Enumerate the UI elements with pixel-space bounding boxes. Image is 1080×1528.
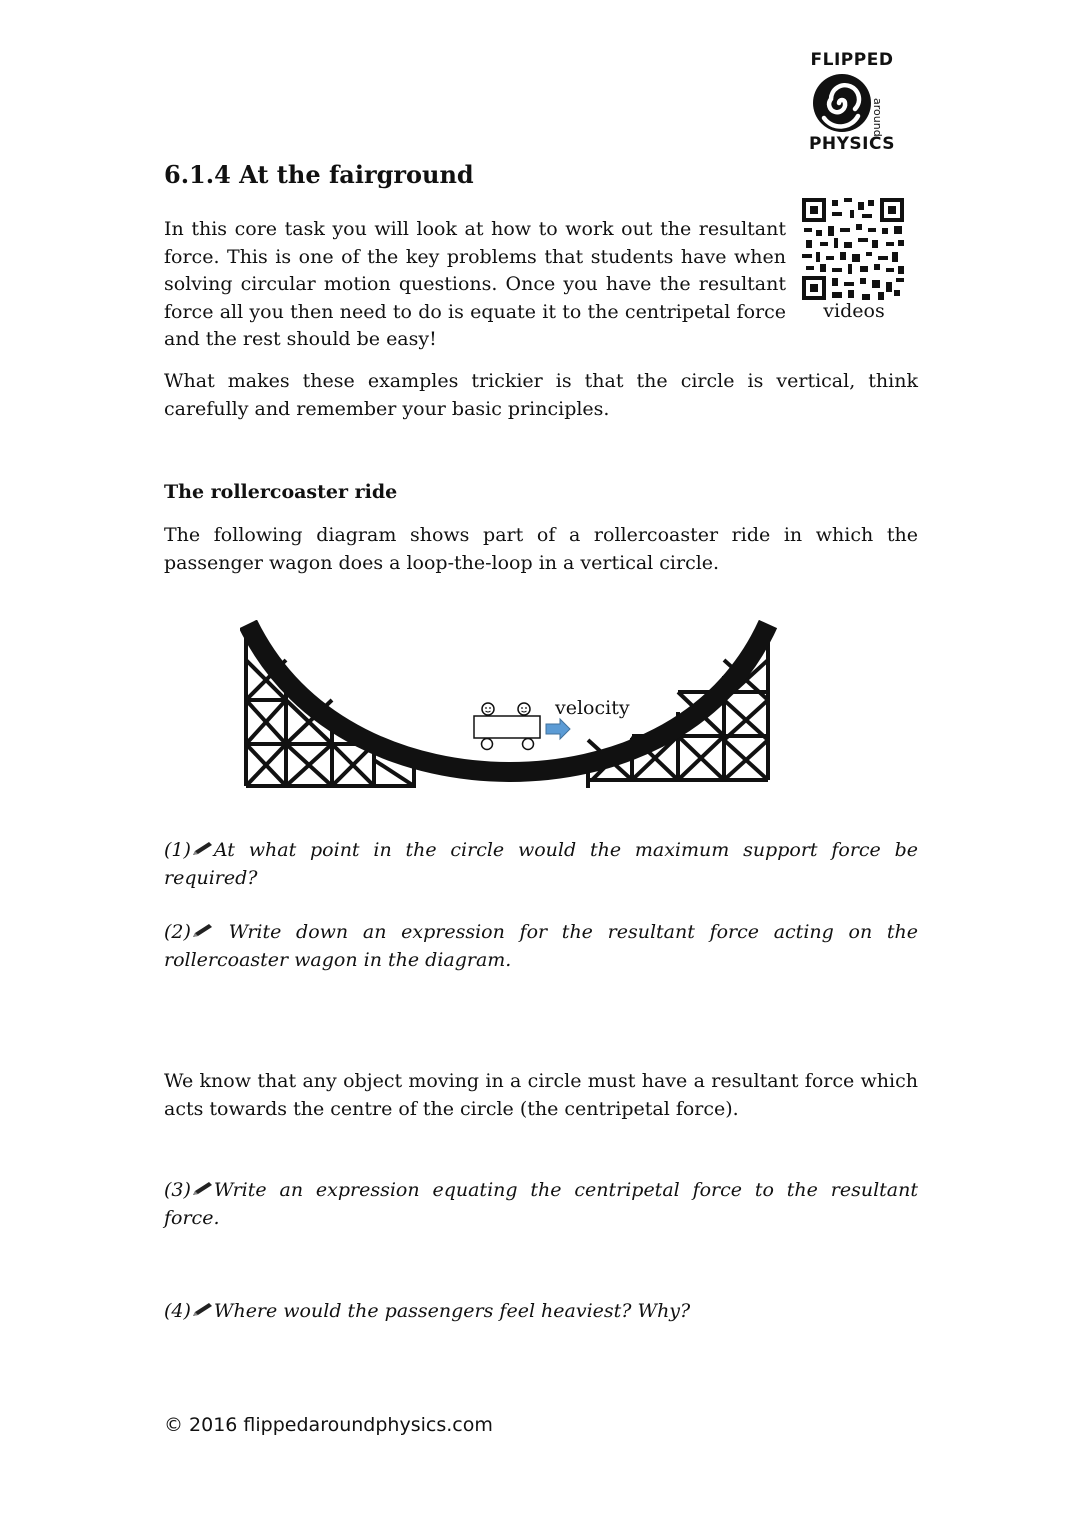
question-1 <box>164 837 918 892</box>
subheading: The rollercoaster ride <box>164 481 398 503</box>
intro-paragraph-2: What makes these examples trickier is that the circle is vertical, think carefully and remember your basic principles. <box>164 370 918 420</box>
logo-word-flipped: FLIPPED <box>810 50 894 70</box>
pencil-icon <box>191 1181 213 1197</box>
footer-copyright: © 2016 flippedaroundphysics.com <box>164 1414 493 1436</box>
question-4 <box>164 1298 918 1326</box>
passenger-face-icon <box>482 703 494 715</box>
question-2 <box>164 919 918 974</box>
question-number: (4) <box>164 1300 191 1322</box>
question-text: Where would the passengers feel heaviest? Why? <box>213 1300 691 1322</box>
question-text: Write an expression equating the centripetal force to the resultant force. <box>164 1179 918 1229</box>
question-text: Write down an expression for the resultant force acting on the rollercoaster wagon in the diagram. <box>164 921 919 971</box>
pencil-icon <box>191 841 213 857</box>
qr-label: videos <box>823 300 885 322</box>
pencil-icon <box>191 923 213 939</box>
passenger-face-icon <box>518 703 530 715</box>
question-number: (2) <box>164 921 191 943</box>
rollercoaster-diagram <box>240 620 780 800</box>
logo-word-physics: PHYSICS <box>808 134 896 154</box>
intro-paragraph: In this core task you will look at how to work out the resultant force. This is one of the key problems that students have when solving circular motion questions. Once you have the resultant force all you then need to do is equate it to the centripetal force and the rest should be easy! <box>164 218 786 350</box>
question-3 <box>164 1177 918 1232</box>
flipped-around-physics-logo <box>806 48 898 156</box>
velocity-arrow-icon <box>546 719 570 739</box>
passenger-wagon <box>474 703 540 750</box>
qr-code-icon <box>802 198 904 300</box>
question-number: (3) <box>164 1179 191 1201</box>
swirl-icon <box>810 72 880 134</box>
section-title: 6.1.4 At the fairground <box>164 160 474 189</box>
centripetal-explanation: We know that any object moving in a circle must have a resultant force which acts towards the centre of the circle (the centripetal force). <box>164 1070 918 1120</box>
diagram-intro: The following diagram shows part of a rollercoaster ride in which the passenger wagon does a loop-the-loop in a vertical circle. <box>164 524 918 574</box>
pencil-icon <box>191 1302 213 1318</box>
qr-code[interactable] <box>802 198 904 300</box>
question-number: (1) <box>164 839 191 861</box>
logo-word-around: around <box>871 98 884 137</box>
question-text: At what point in the circle would the maximum support force be required? <box>164 839 918 889</box>
velocity-label: velocity <box>555 697 630 719</box>
